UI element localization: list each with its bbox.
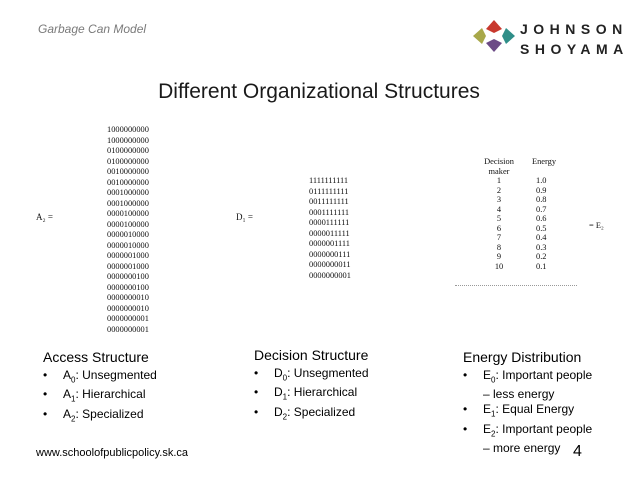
decision_matrix-row: 1111111111 [309,176,349,185]
access-item-text: : Specialized [75,406,144,421]
access_matrix-row: 0000000100 [107,282,149,292]
bullet-icon: • [254,366,259,380]
decision-list-item [254,385,369,404]
energy-symbol: E [483,421,492,436]
energy-table-row [474,195,578,205]
energy-table-bottom-rule [455,285,577,286]
access-matrix-label: A₂ = [36,212,53,222]
energy-table-energy: 0.2 [536,252,547,261]
decision_matrix-row: 0011111111 [309,197,349,206]
decision-symbol-subscript: 2 [282,412,288,422]
access_matrix-row: 1000000000 [107,135,149,145]
decision-symbol: D [274,404,283,419]
logo-teal-arrow [502,28,515,44]
energy-table-header-energy: Energy [532,157,557,166]
access_matrix-row: 0000100000 [107,219,149,229]
decision_matrix-row: 0000001111 [309,239,350,248]
access-symbol: A [63,406,72,421]
access_matrix-row: 0100000000 [107,146,149,155]
energy-item-text: : Equal Energy [495,402,575,417]
energy-symbol: E [483,368,492,382]
energy-table-energy: 0.3 [536,242,547,252]
johnson-shoyama-logo-icon [472,18,516,54]
access_matrix-row: 0000000010 [107,303,149,313]
decision-matrix [309,176,351,281]
decision-item-text: : Hierarchical [287,385,358,400]
access-symbol: A [63,387,72,402]
energy-table-row [474,262,578,272]
access_matrix-row: 0010000000 [107,177,149,187]
energy-table-header-decision-2: maker [488,166,510,176]
energy-table-maker: 4 [496,204,502,214]
decision_matrix-row: 0000000001 [309,270,351,280]
decision-matrix-label: D₁ = [236,212,253,222]
energy-table-maker: 9 [496,252,502,261]
access-list-item [43,368,157,387]
access-item-text: : Hierarchical [75,387,146,402]
bullet-icon: • [463,421,468,436]
access_matrix-row: 0000001000 [107,251,149,260]
decision_matrix-row: 0000000011 [309,260,351,269]
decision-item-text: : Specialized [287,404,356,419]
access-list-item [43,407,157,426]
access_matrix-row: 0000000010 [107,293,149,302]
decision_matrix-row: 0000000111 [309,249,351,259]
bullet-icon: • [43,387,48,402]
energy-table-row [474,176,578,186]
energy-list-item [463,402,592,421]
logo-olive-arrow [473,28,486,44]
energy-table-maker: 5 [496,214,502,223]
decision_matrix-row: 0111111111 [309,186,349,196]
energy-table-row [474,243,578,253]
energy-list-item [463,368,592,402]
energy-item-text: : Important people [495,368,593,382]
energy-table-maker: 10 [494,261,504,271]
decision_matrix-row: 0000111111 [309,218,350,227]
bullet-icon: • [43,368,48,382]
energy-table-header-decision-1: Decision [484,157,514,166]
logo-purple-arrow [486,39,502,52]
energy-table-row [474,252,578,262]
energy-table-row [474,224,578,234]
access-item-text: : Unsegmented [75,368,157,382]
access_matrix-row: 0000010000 [107,230,149,239]
decision-symbol: D [274,385,283,400]
energy-eq-label: = E₂ [589,221,604,230]
energy-table-header-decision [474,157,524,176]
access_matrix-row: 0000001000 [107,261,149,271]
access-matrix [107,125,149,335]
decision-list-item [254,405,369,424]
decision-list-item [254,366,369,385]
decision-symbol: D [274,366,283,380]
energy-table-maker: 3 [496,195,502,204]
access-list [43,368,157,426]
energy-symbol-subscript: 0 [491,375,496,385]
decision-symbol-subscript: 0 [282,373,288,383]
energy-table-maker: 2 [496,185,502,195]
energy-table [474,157,578,271]
energy-table-energy: 0.5 [536,223,547,233]
slide-title: Different Organizational Structures [158,80,480,103]
access_matrix-row: 0000000001 [107,324,149,334]
page-number: 4 [573,443,582,460]
logo-red-arrow [486,20,502,33]
access_matrix-row: 0000010000 [107,240,149,250]
energy-symbol: E [483,402,492,417]
bullet-icon: • [43,406,48,421]
energy-table-maker: 7 [496,233,502,242]
decision-item-text: : Unsegmented [287,366,369,380]
access_matrix-row: 0001000000 [107,188,149,197]
bullet-icon: • [463,402,468,417]
logo-line-1: JOHNSON [520,21,628,37]
access-symbol-subscript: 2 [71,414,76,424]
energy-table-row [474,186,578,196]
bullet-icon: • [463,368,468,382]
energy-table-maker: 6 [496,223,502,233]
energy-table-energy: 0.8 [536,195,547,204]
decision-heading: Decision Structure [254,347,369,363]
decision-symbol-subscript: 1 [282,392,288,402]
energy-symbol-subscript: 1 [491,409,496,419]
access-symbol: A [63,368,72,382]
energy-table-energy: 0.7 [536,204,547,214]
energy-table-row [474,205,578,215]
decision-list [254,366,369,424]
access-heading: Access Structure [43,349,149,365]
access_matrix-row: 0010000000 [107,167,149,176]
energy-table-energy: 0.6 [536,214,547,223]
energy-heading: Energy Distribution [463,349,582,365]
access_matrix-row: 0000100000 [107,209,149,218]
access-symbol-subscript: 1 [71,394,76,404]
energy-table-energy: 0.4 [536,233,547,242]
energy-table-maker: 8 [496,242,502,252]
access-list-item [43,387,157,406]
access-symbol-subscript: 0 [71,375,76,385]
energy-item-text: : Important people [495,421,593,436]
access_matrix-row: 1000000000 [107,125,149,134]
energy-table-energy: 0.1 [536,261,547,271]
access_matrix-row: 0000000100 [107,272,149,281]
decision_matrix-row: 0001111111 [309,207,350,217]
energy-table-row [474,233,578,243]
access_matrix-row: 0001000000 [107,198,149,208]
logo-line-2: SHOYAMA [520,41,629,57]
energy-symbol-subscript: 2 [491,429,496,439]
energy-table-energy: 0.9 [536,185,547,195]
bullet-icon: • [254,385,259,400]
decision_matrix-row: 0000011111 [309,228,350,238]
logo-text [520,19,629,59]
energy-item-continuation: – more energy [483,441,561,456]
footer-url[interactable]: www.schoolofpublicpolicy.sk.ca [36,447,189,459]
energy-item-continuation: – less energy [483,387,555,402]
access_matrix-row: 0100000000 [107,156,149,166]
energy-table-energy: 1.0 [536,176,547,185]
energy-table-maker: 1 [496,176,502,185]
energy-table-row [474,214,578,224]
access_matrix-row: 0000000001 [107,314,149,323]
header-label: Garbage Can Model [38,22,147,36]
bullet-icon: • [254,404,259,419]
